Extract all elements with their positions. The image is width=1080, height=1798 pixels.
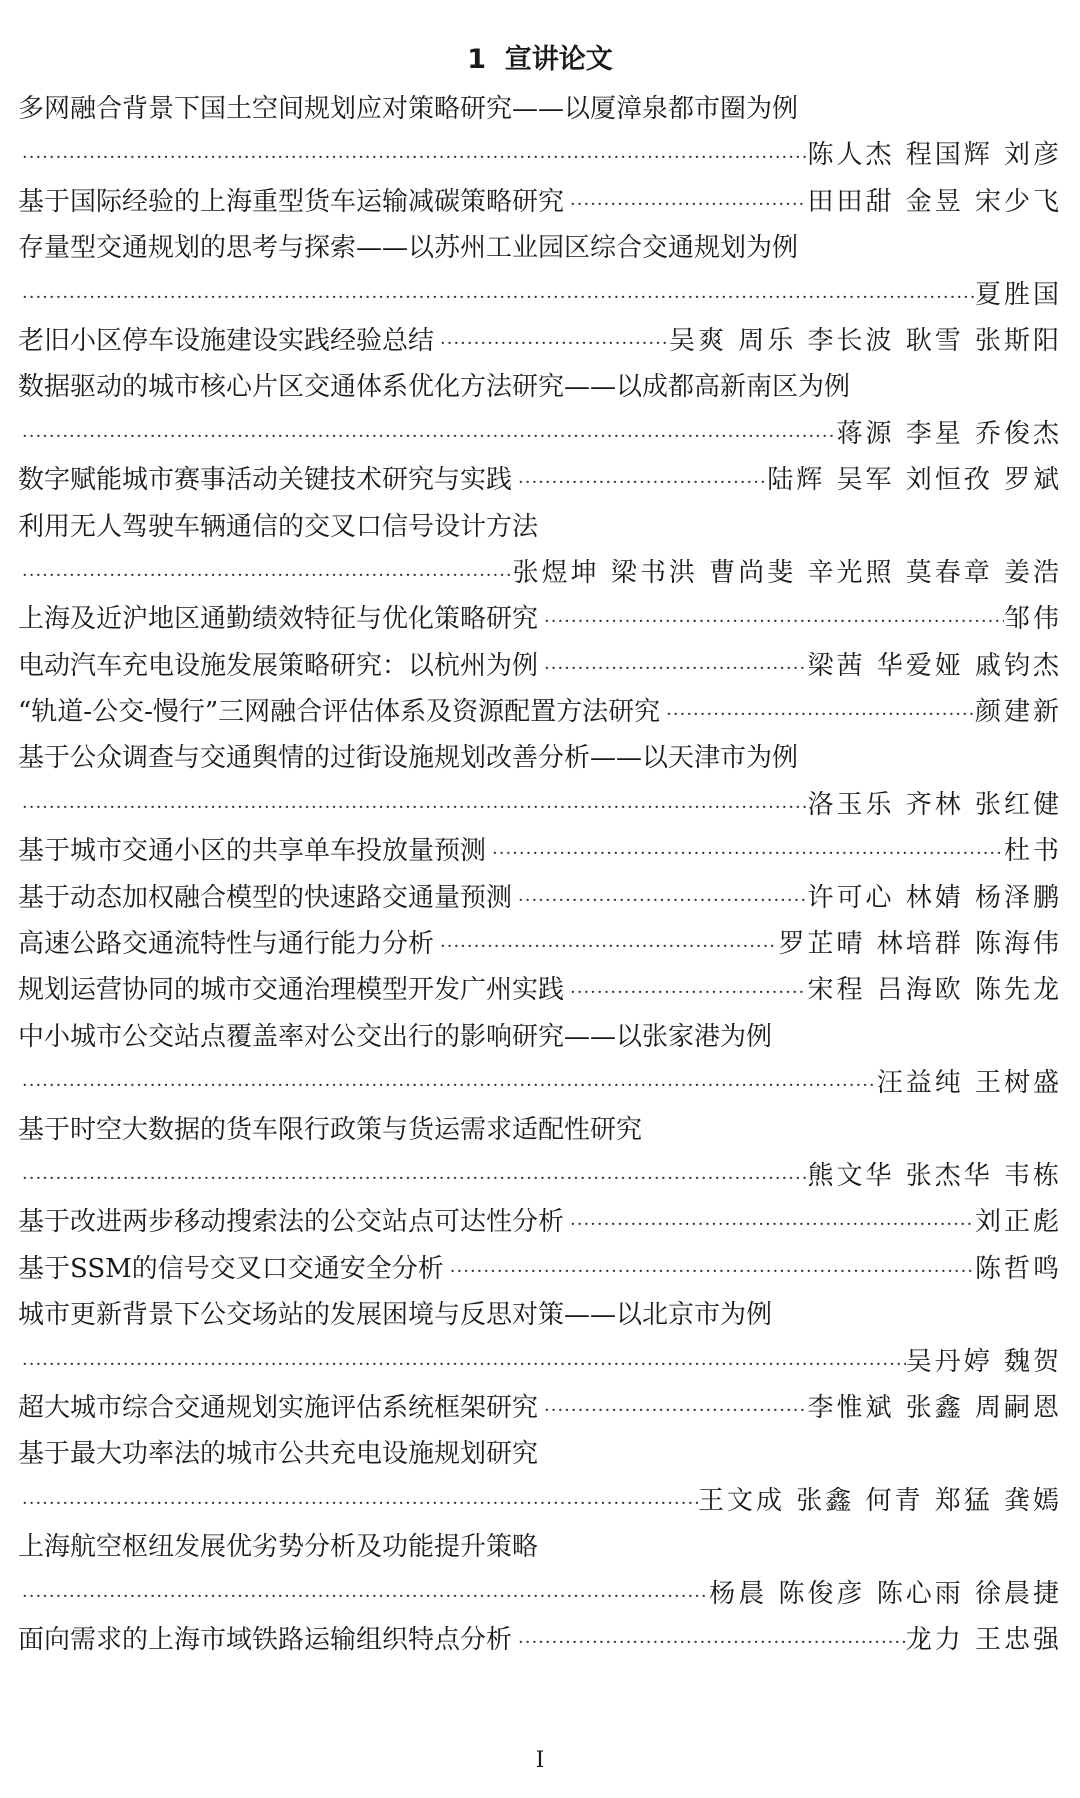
dot-leader (538, 1388, 807, 1431)
entry-authors: 刘正彪 (974, 1207, 1062, 1238)
entry-title: 多网融合背景下国土空间规划应对策略研究——以厦漳泉都市圈为例 (18, 94, 799, 124)
entry-authors: 王文成 张鑫 何青 郑猛 龚嫣 (697, 1485, 1062, 1516)
entry-title: 老旧小区停车设施建设实践经验总结 (18, 325, 435, 356)
entry-title: 基于时空大数据的货车限行政策与货运需求适配性研究 (18, 1114, 643, 1145)
toc-entry (18, 318, 1062, 364)
dot-leader (564, 182, 807, 225)
dot-leader (18, 1574, 709, 1617)
dot-leader (512, 1620, 906, 1663)
entry-authors: 梁茜 华爱娅 戚钧杰 (807, 650, 1062, 681)
dot-leader (18, 414, 836, 457)
entry-authors: 田田甜 金昱 宋少飞 (807, 186, 1062, 217)
entry-title: 基于改进两步移动搜索法的公交站点可达性分析 (18, 1207, 565, 1238)
dot-leader (512, 460, 767, 503)
dot-leader (512, 878, 807, 921)
entry-title: 超大城市综合交通规划实施评估系统框架研究 (18, 1392, 539, 1423)
toc-entry (18, 1199, 1062, 1245)
entry-authors: 熊文华 张杰华 韦栋 (807, 1160, 1062, 1191)
entry-authors: 陆辉 吴军 刘恒孜 罗斌 (767, 465, 1062, 496)
toc-entry (18, 225, 1062, 318)
toc-entry (18, 596, 1062, 642)
dot-leader (660, 692, 975, 735)
entry-authors: 陈哲鸣 (974, 1253, 1062, 1284)
toc-page (18, 38, 1062, 1663)
entry-title: 数字赋能城市赛事活动关键技术研究与实践 (18, 465, 513, 496)
entry-authors: 杨晨 陈俊彦 陈心雨 徐晨捷 (709, 1578, 1062, 1609)
toc-entry (18, 364, 1062, 457)
toc-entry (18, 1385, 1062, 1431)
entry-title: “轨道-公交-慢行”三网融合评估体系及资源配置方法研究 (18, 697, 661, 728)
toc-entry (18, 735, 1062, 828)
section-title: 宣讲论文 (504, 44, 613, 75)
toc-entry (18, 179, 1062, 225)
toc-entry (18, 921, 1062, 967)
entry-title: 基于公众调查与交通舆情的过街设施规划改善分析——以天津市为例 (18, 743, 799, 774)
section-heading (18, 38, 1062, 82)
entry-title: 上海及近沪地区通勤绩效特征与优化策略研究 (18, 604, 539, 635)
toc-entry (18, 1431, 1062, 1524)
entry-authors: 李惟斌 张鑫 周嗣恩 (807, 1392, 1062, 1423)
entry-title: 存量型交通规划的思考与探索——以苏州工业园区综合交通规划为例 (18, 233, 799, 264)
entry-authors: 洛玉乐 齐林 张红健 (807, 789, 1062, 820)
entry-authors: 张煜坤 梁书洪 曹尚斐 辛光照 莫春章 姜浩 (512, 557, 1062, 588)
dot-leader (18, 1342, 906, 1385)
entry-authors: 邹伟 (1003, 604, 1062, 635)
toc-entry (18, 1246, 1062, 1292)
entry-title: 城市更新背景下公交场站的发展困境与反思对策——以北京市为例 (18, 1300, 773, 1331)
entry-authors: 许可心 林婧 杨泽鹏 (807, 882, 1062, 913)
toc-entry (18, 689, 1062, 735)
toc-entry (18, 1617, 1062, 1663)
entry-title: 基于最大功率法的城市公共充电设施规划研究 (18, 1439, 539, 1470)
entry-authors: 汪益纯 王树盛 (876, 1068, 1062, 1099)
entry-title: 基于城市交通小区的共享单车投放量预测 (18, 836, 487, 867)
toc-entry (18, 828, 1062, 874)
dot-leader (434, 321, 669, 364)
entry-title: 电动汽车充电设施发展策略研究：以杭州为例 (18, 650, 539, 681)
dot-leader (18, 1063, 877, 1106)
entry-authors: 龙力 王忠强 (905, 1624, 1062, 1655)
toc-entry (18, 1014, 1062, 1107)
entry-authors: 夏胜国 (974, 279, 1062, 310)
dot-leader (538, 646, 807, 689)
toc-entry (18, 86, 1062, 179)
dot-leader (538, 599, 1004, 642)
entry-title: 高速公路交通流特性与通行能力分析 (18, 929, 435, 960)
toc-entry (18, 1292, 1062, 1385)
entry-title: 基于动态加权融合模型的快速路交通量预测 (18, 882, 513, 913)
dot-leader (18, 553, 513, 596)
dot-leader (434, 924, 778, 967)
dot-leader (18, 785, 807, 828)
dot-leader (564, 970, 807, 1013)
toc-entry (18, 504, 1062, 597)
dot-leader (18, 1481, 698, 1524)
toc-entry (18, 875, 1062, 921)
entry-title: 上海航空枢纽发展优劣势分析及功能提升策略 (18, 1532, 539, 1563)
entry-authors: 罗芷晴 林培群 陈海伟 (778, 929, 1062, 960)
entry-title: 数据驱动的城市核心片区交通体系优化方法研究——以成都高新南区为例 (18, 372, 851, 403)
dot-leader (444, 1249, 975, 1292)
entry-title: 中小城市公交站点覆盖率对公交出行的影响研究——以张家港为例 (18, 1021, 773, 1052)
dot-leader (18, 1156, 807, 1199)
dot-leader (18, 275, 975, 318)
dot-leader (18, 135, 807, 178)
toc-entry (18, 1107, 1062, 1200)
entry-title: 规划运营协同的城市交通治理模型开发广州实践 (18, 975, 565, 1006)
entry-authors: 颜建新 (974, 697, 1062, 728)
toc-entry (18, 643, 1062, 689)
toc-entry (18, 1524, 1062, 1617)
entry-title: 面向需求的上海市域铁路运输组织特点分析 (18, 1624, 513, 1655)
entry-authors: 吴丹婷 魏贺 (905, 1346, 1062, 1377)
section-number: 1 (467, 44, 486, 75)
entry-authors: 杜书 (1003, 836, 1062, 867)
dot-leader (564, 1202, 975, 1245)
entry-authors: 蒋源 李星 乔俊杰 (836, 418, 1062, 449)
entry-authors: 陈人杰 程国辉 刘彦 (807, 140, 1062, 171)
dot-leader (486, 831, 1004, 874)
entry-title: 基于SSM的信号交叉口交通安全分析 (18, 1253, 444, 1284)
toc-entry (18, 457, 1062, 503)
entry-title: 利用无人驾驶车辆通信的交叉口信号设计方法 (18, 511, 539, 542)
entry-authors: 吴爽 周乐 李长波 耿雪 张斯阳 (668, 325, 1062, 356)
entry-authors: 宋程 吕海欧 陈先龙 (807, 975, 1062, 1006)
entry-title: 基于国际经验的上海重型货车运输减碳策略研究 (18, 186, 565, 217)
toc-entry (18, 967, 1062, 1013)
page-number: I (535, 1748, 545, 1773)
